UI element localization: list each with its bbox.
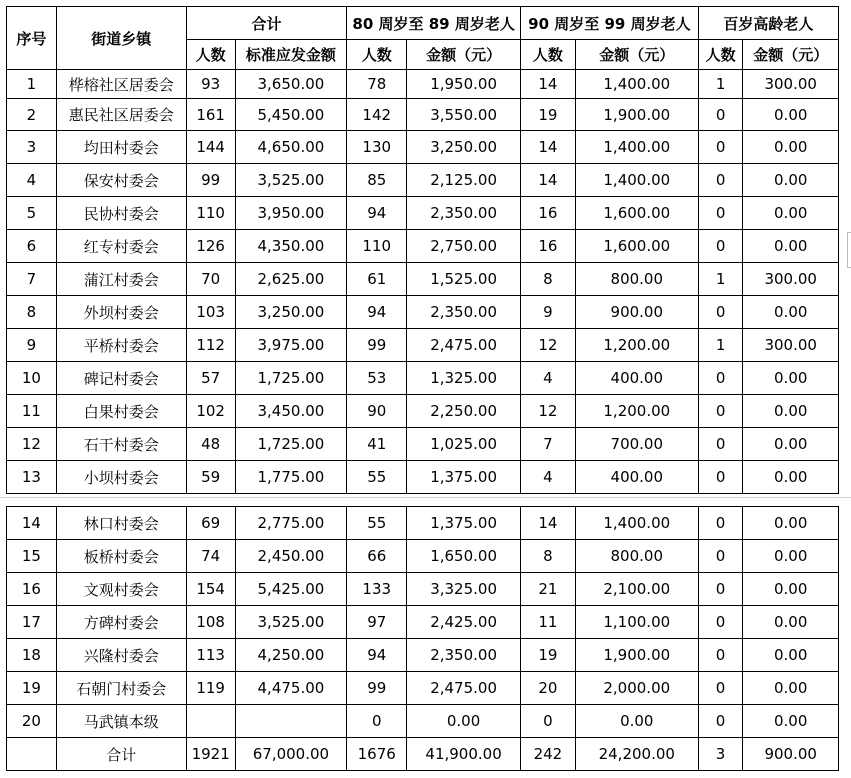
cell-90-amount: 24,200.00: [575, 738, 698, 771]
cell-100-amount: 0.00: [743, 164, 839, 197]
cell-80-count: 130: [347, 131, 407, 164]
cell-80-count: 142: [347, 99, 407, 131]
cell-street: 外坝村委会: [56, 296, 186, 329]
cell-seq: 16: [7, 573, 57, 606]
cell-street: 民协村委会: [56, 197, 186, 230]
cell-total-amount: [235, 705, 347, 738]
subsidy-table-part-2: [6, 506, 839, 771]
cell-100-count: 0: [698, 573, 743, 606]
cell-90-amount: 900.00: [575, 296, 698, 329]
cell-street: 文观村委会: [56, 573, 186, 606]
cell-100-amount: 300.00: [743, 70, 839, 99]
cell-seq: 10: [7, 362, 57, 395]
cell-80-amount: 2,475.00: [407, 672, 521, 705]
cell-total-count: 57: [186, 362, 235, 395]
cell-100-amount: 0.00: [743, 99, 839, 131]
cell-total-count: 112: [186, 329, 235, 362]
table-row: [7, 573, 839, 606]
cell-90-count: 7: [520, 428, 575, 461]
cell-80-amount: 3,325.00: [407, 573, 521, 606]
cell-80-count: 85: [347, 164, 407, 197]
cell-100-count: 0: [698, 230, 743, 263]
cell-80-amount: 1,025.00: [407, 428, 521, 461]
cell-100-amount: 0.00: [743, 296, 839, 329]
cell-street: 蒲江村委会: [56, 263, 186, 296]
cell-90-amount: 400.00: [575, 461, 698, 494]
cell-90-amount: 1,200.00: [575, 329, 698, 362]
cell-seq: 18: [7, 639, 57, 672]
cell-90-count: 16: [520, 230, 575, 263]
cell-100-amount: 0.00: [743, 672, 839, 705]
cell-total-amount: 3,250.00: [235, 296, 347, 329]
cell-seq: 12: [7, 428, 57, 461]
cell-total-amount: 1,725.00: [235, 362, 347, 395]
cell-80-count: 90: [347, 395, 407, 428]
cell-80-amount: 41,900.00: [407, 738, 521, 771]
cell-90-count: 9: [520, 296, 575, 329]
cell-street: 石朝门村委会: [56, 672, 186, 705]
cell-80-amount: 1,375.00: [407, 461, 521, 494]
cell-100-amount: 0.00: [743, 395, 839, 428]
cell-seq: 20: [7, 705, 57, 738]
cell-100-count: 0: [698, 164, 743, 197]
cell-100-count: 1: [698, 70, 743, 99]
table-row: [7, 540, 839, 573]
table-row: [7, 672, 839, 705]
cell-street: 碑记村委会: [56, 362, 186, 395]
cell-seq: 7: [7, 263, 57, 296]
table-row: [7, 197, 839, 230]
table-row: [7, 507, 839, 540]
cell-80-amount: 1,325.00: [407, 362, 521, 395]
cell-total-count: 69: [186, 507, 235, 540]
cell-80-amount: 1,650.00: [407, 540, 521, 573]
cell-90-amount: 700.00: [575, 428, 698, 461]
cell-street: 林口村委会: [56, 507, 186, 540]
cell-90-count: 12: [520, 395, 575, 428]
cell-90-count: 14: [520, 70, 575, 99]
header-90-count: 人数: [520, 40, 575, 70]
table-row: [7, 329, 839, 362]
cell-total-count: 113: [186, 639, 235, 672]
cell-seq: 13: [7, 461, 57, 494]
cell-seq: 2: [7, 99, 57, 131]
cell-100-amount: 0.00: [743, 362, 839, 395]
cell-total-count: 161: [186, 99, 235, 131]
cell-100-count: 0: [698, 507, 743, 540]
cell-street: 红专村委会: [56, 230, 186, 263]
table-row: [7, 70, 839, 99]
cell-total-count: 93: [186, 70, 235, 99]
cell-total-count: 48: [186, 428, 235, 461]
cell-street: 白果村委会: [56, 395, 186, 428]
cell-100-count: 0: [698, 606, 743, 639]
cell-90-amount: 2,000.00: [575, 672, 698, 705]
cell-100-count: 0: [698, 362, 743, 395]
cell-100-count: 0: [698, 296, 743, 329]
cell-seq: 1: [7, 70, 57, 99]
cell-total-amount: 3,950.00: [235, 197, 347, 230]
cell-80-amount: 2,125.00: [407, 164, 521, 197]
cell-total-amount: 2,450.00: [235, 540, 347, 573]
table-row: [7, 263, 839, 296]
cell-100-count: 0: [698, 197, 743, 230]
cell-80-count: 97: [347, 606, 407, 639]
cell-90-amount: 800.00: [575, 263, 698, 296]
cell-90-amount: 1,100.00: [575, 606, 698, 639]
header-std-amount: 标准应发金额: [235, 40, 347, 70]
cell-80-amount: 2,250.00: [407, 395, 521, 428]
cell-100-count: 3: [698, 738, 743, 771]
cell-100-count: 0: [698, 131, 743, 164]
table-row: [7, 230, 839, 263]
cell-90-count: 4: [520, 461, 575, 494]
cell-total-count: 108: [186, 606, 235, 639]
cell-total-count: 103: [186, 296, 235, 329]
cell-street: 小坝村委会: [56, 461, 186, 494]
cell-total-amount: 1,775.00: [235, 461, 347, 494]
cell-100-count: 0: [698, 705, 743, 738]
cell-total-count: 99: [186, 164, 235, 197]
cell-100-count: 0: [698, 639, 743, 672]
cell-100-amount: 0.00: [743, 428, 839, 461]
cell-seq: 14: [7, 507, 57, 540]
cell-100-amount: 0.00: [743, 461, 839, 494]
cell-street: 板桥村委会: [56, 540, 186, 573]
cell-90-amount: 1,900.00: [575, 639, 698, 672]
cell-total-count: [186, 705, 235, 738]
cell-total-amount: 2,625.00: [235, 263, 347, 296]
cell-total-amount: 4,475.00: [235, 672, 347, 705]
cell-street: 兴隆村委会: [56, 639, 186, 672]
cell-seq: 6: [7, 230, 57, 263]
cell-100-count: 0: [698, 99, 743, 131]
cell-90-amount: 1,400.00: [575, 131, 698, 164]
cell-80-amount: 3,250.00: [407, 131, 521, 164]
cell-90-count: 0: [520, 705, 575, 738]
cell-100-count: 1: [698, 329, 743, 362]
cell-90-amount: 1,900.00: [575, 99, 698, 131]
cell-total-amount: 67,000.00: [235, 738, 347, 771]
cell-total-count: 110: [186, 197, 235, 230]
cell-total-amount: 3,525.00: [235, 164, 347, 197]
cell-80-amount: 2,350.00: [407, 197, 521, 230]
cell-80-count: 94: [347, 197, 407, 230]
cell-80-amount: 3,550.00: [407, 99, 521, 131]
header-80-count: 人数: [347, 40, 407, 70]
cell-seq: 9: [7, 329, 57, 362]
cell-total-amount: 2,775.00: [235, 507, 347, 540]
cell-80-count: 66: [347, 540, 407, 573]
cell-total-amount: 5,450.00: [235, 99, 347, 131]
cell-90-count: 14: [520, 164, 575, 197]
cell-100-count: 1: [698, 263, 743, 296]
cell-80-amount: 2,750.00: [407, 230, 521, 263]
cell-90-count: 8: [520, 540, 575, 573]
cell-total-count: 154: [186, 573, 235, 606]
cell-100-count: 0: [698, 540, 743, 573]
cell-seq: 8: [7, 296, 57, 329]
cell-100-count: 0: [698, 672, 743, 705]
cell-90-count: 21: [520, 573, 575, 606]
cell-total-count: 144: [186, 131, 235, 164]
cell-90-amount: 400.00: [575, 362, 698, 395]
cell-80-count: 99: [347, 672, 407, 705]
cell-100-amount: 0.00: [743, 197, 839, 230]
cell-total-count: 119: [186, 672, 235, 705]
cell-90-amount: 0.00: [575, 705, 698, 738]
table-row: [7, 164, 839, 197]
header-total: 合计: [186, 7, 347, 40]
cell-80-amount: 1,375.00: [407, 507, 521, 540]
cell-90-count: 19: [520, 639, 575, 672]
cell-100-amount: 0.00: [743, 705, 839, 738]
cell-100-amount: 900.00: [743, 738, 839, 771]
cell-100-amount: 300.00: [743, 329, 839, 362]
cell-street: 保安村委会: [56, 164, 186, 197]
cell-90-count: 19: [520, 99, 575, 131]
cell-80-count: 55: [347, 507, 407, 540]
cell-100-count: 0: [698, 428, 743, 461]
cell-90-count: 12: [520, 329, 575, 362]
cell-90-amount: 1,200.00: [575, 395, 698, 428]
cell-street: 方碑村委会: [56, 606, 186, 639]
table-row: [7, 606, 839, 639]
table-row: [7, 705, 839, 738]
cell-100-amount: 0.00: [743, 573, 839, 606]
cell-80-amount: 1,950.00: [407, 70, 521, 99]
cell-street: 惠民社区居委会: [56, 99, 186, 131]
cell-80-amount: 2,475.00: [407, 329, 521, 362]
cell-seq: 17: [7, 606, 57, 639]
cell-80-amount: 2,350.00: [407, 296, 521, 329]
cell-seq: 4: [7, 164, 57, 197]
cell-total-amount: 3,975.00: [235, 329, 347, 362]
cell-street: 马武镇本级: [56, 705, 186, 738]
cell-total-amount: 5,425.00: [235, 573, 347, 606]
cell-90-count: 14: [520, 131, 575, 164]
cell-80-count: 99: [347, 329, 407, 362]
cell-total-count: 102: [186, 395, 235, 428]
cell-total-amount: 1,725.00: [235, 428, 347, 461]
table-row: [7, 131, 839, 164]
cell-seq: 11: [7, 395, 57, 428]
cell-80-count: 41: [347, 428, 407, 461]
table-row: [7, 428, 839, 461]
cell-80-count: 110: [347, 230, 407, 263]
cell-seq: 5: [7, 197, 57, 230]
cell-seq: 19: [7, 672, 57, 705]
table-row: [7, 99, 839, 131]
cell-street: 石干村委会: [56, 428, 186, 461]
header-90-amount: 金额（元）: [575, 40, 698, 70]
cell-total-amount: 3,650.00: [235, 70, 347, 99]
cell-seq: 15: [7, 540, 57, 573]
header-100-count: 人数: [698, 40, 743, 70]
cell-seq: 3: [7, 131, 57, 164]
cell-street: 合计: [56, 738, 186, 771]
cell-80-amount: 1,525.00: [407, 263, 521, 296]
scroll-edge-handle[interactable]: [847, 232, 851, 268]
cell-80-count: 133: [347, 573, 407, 606]
table-row: [7, 738, 839, 771]
cell-street: 桦榕社区居委会: [56, 70, 186, 99]
subsidy-table-part-1: [6, 6, 839, 494]
cell-street: 平桥村委会: [56, 329, 186, 362]
cell-80-count: 0: [347, 705, 407, 738]
table-row: [7, 395, 839, 428]
cell-100-amount: 0.00: [743, 131, 839, 164]
cell-90-amount: 1,400.00: [575, 507, 698, 540]
table-row: [7, 362, 839, 395]
header-seq: 序号: [7, 7, 57, 70]
table-row: [7, 639, 839, 672]
header-age-90-99: 90 周岁至 99 周岁老人: [520, 7, 698, 40]
table-row: [7, 461, 839, 494]
cell-total-amount: 4,650.00: [235, 131, 347, 164]
cell-total-amount: 3,525.00: [235, 606, 347, 639]
cell-90-amount: 1,600.00: [575, 230, 698, 263]
cell-90-count: 4: [520, 362, 575, 395]
header-80-amount: 金额（元）: [407, 40, 521, 70]
cell-100-amount: 0.00: [743, 507, 839, 540]
header-age-80-89: 80 周岁至 89 周岁老人: [347, 7, 521, 40]
cell-80-count: 78: [347, 70, 407, 99]
cell-total-amount: 4,250.00: [235, 639, 347, 672]
cell-80-amount: 2,425.00: [407, 606, 521, 639]
cell-90-count: 14: [520, 507, 575, 540]
cell-90-amount: 800.00: [575, 540, 698, 573]
cell-total-count: 70: [186, 263, 235, 296]
cell-100-amount: 0.00: [743, 540, 839, 573]
cell-80-count: 1676: [347, 738, 407, 771]
cell-total-count: 74: [186, 540, 235, 573]
cell-80-amount: 0.00: [407, 705, 521, 738]
cell-100-amount: 0.00: [743, 606, 839, 639]
cell-90-count: 20: [520, 672, 575, 705]
table-body-2: [7, 507, 839, 771]
cell-80-amount: 2,350.00: [407, 639, 521, 672]
cell-80-count: 94: [347, 296, 407, 329]
table-row: [7, 296, 839, 329]
cell-80-count: 53: [347, 362, 407, 395]
cell-total-amount: 4,350.00: [235, 230, 347, 263]
header-street: 街道乡镇: [56, 7, 186, 70]
cell-90-count: 16: [520, 197, 575, 230]
cell-90-amount: 1,400.00: [575, 164, 698, 197]
cell-90-amount: 1,400.00: [575, 70, 698, 99]
cell-90-count: 11: [520, 606, 575, 639]
cell-80-count: 61: [347, 263, 407, 296]
cell-100-amount: 0.00: [743, 230, 839, 263]
cell-total-count: 59: [186, 461, 235, 494]
cell-100-count: 0: [698, 395, 743, 428]
cell-90-count: 8: [520, 263, 575, 296]
cell-total-amount: 3,450.00: [235, 395, 347, 428]
page-break-divider: [0, 497, 851, 506]
cell-90-amount: 1,600.00: [575, 197, 698, 230]
table-body-1: [7, 70, 839, 494]
cell-street: 均田村委会: [56, 131, 186, 164]
header-centenarian: 百岁高龄老人: [698, 7, 838, 40]
cell-90-amount: 2,100.00: [575, 573, 698, 606]
cell-total-count: 126: [186, 230, 235, 263]
cell-total-count: 1921: [186, 738, 235, 771]
cell-100-count: 0: [698, 461, 743, 494]
cell-100-amount: 0.00: [743, 639, 839, 672]
header-total-count: 人数: [186, 40, 235, 70]
cell-100-amount: 300.00: [743, 263, 839, 296]
cell-90-count: 242: [520, 738, 575, 771]
header-100-amount: 金额（元）: [743, 40, 839, 70]
cell-80-count: 94: [347, 639, 407, 672]
cell-seq: [7, 738, 57, 771]
cell-80-count: 55: [347, 461, 407, 494]
